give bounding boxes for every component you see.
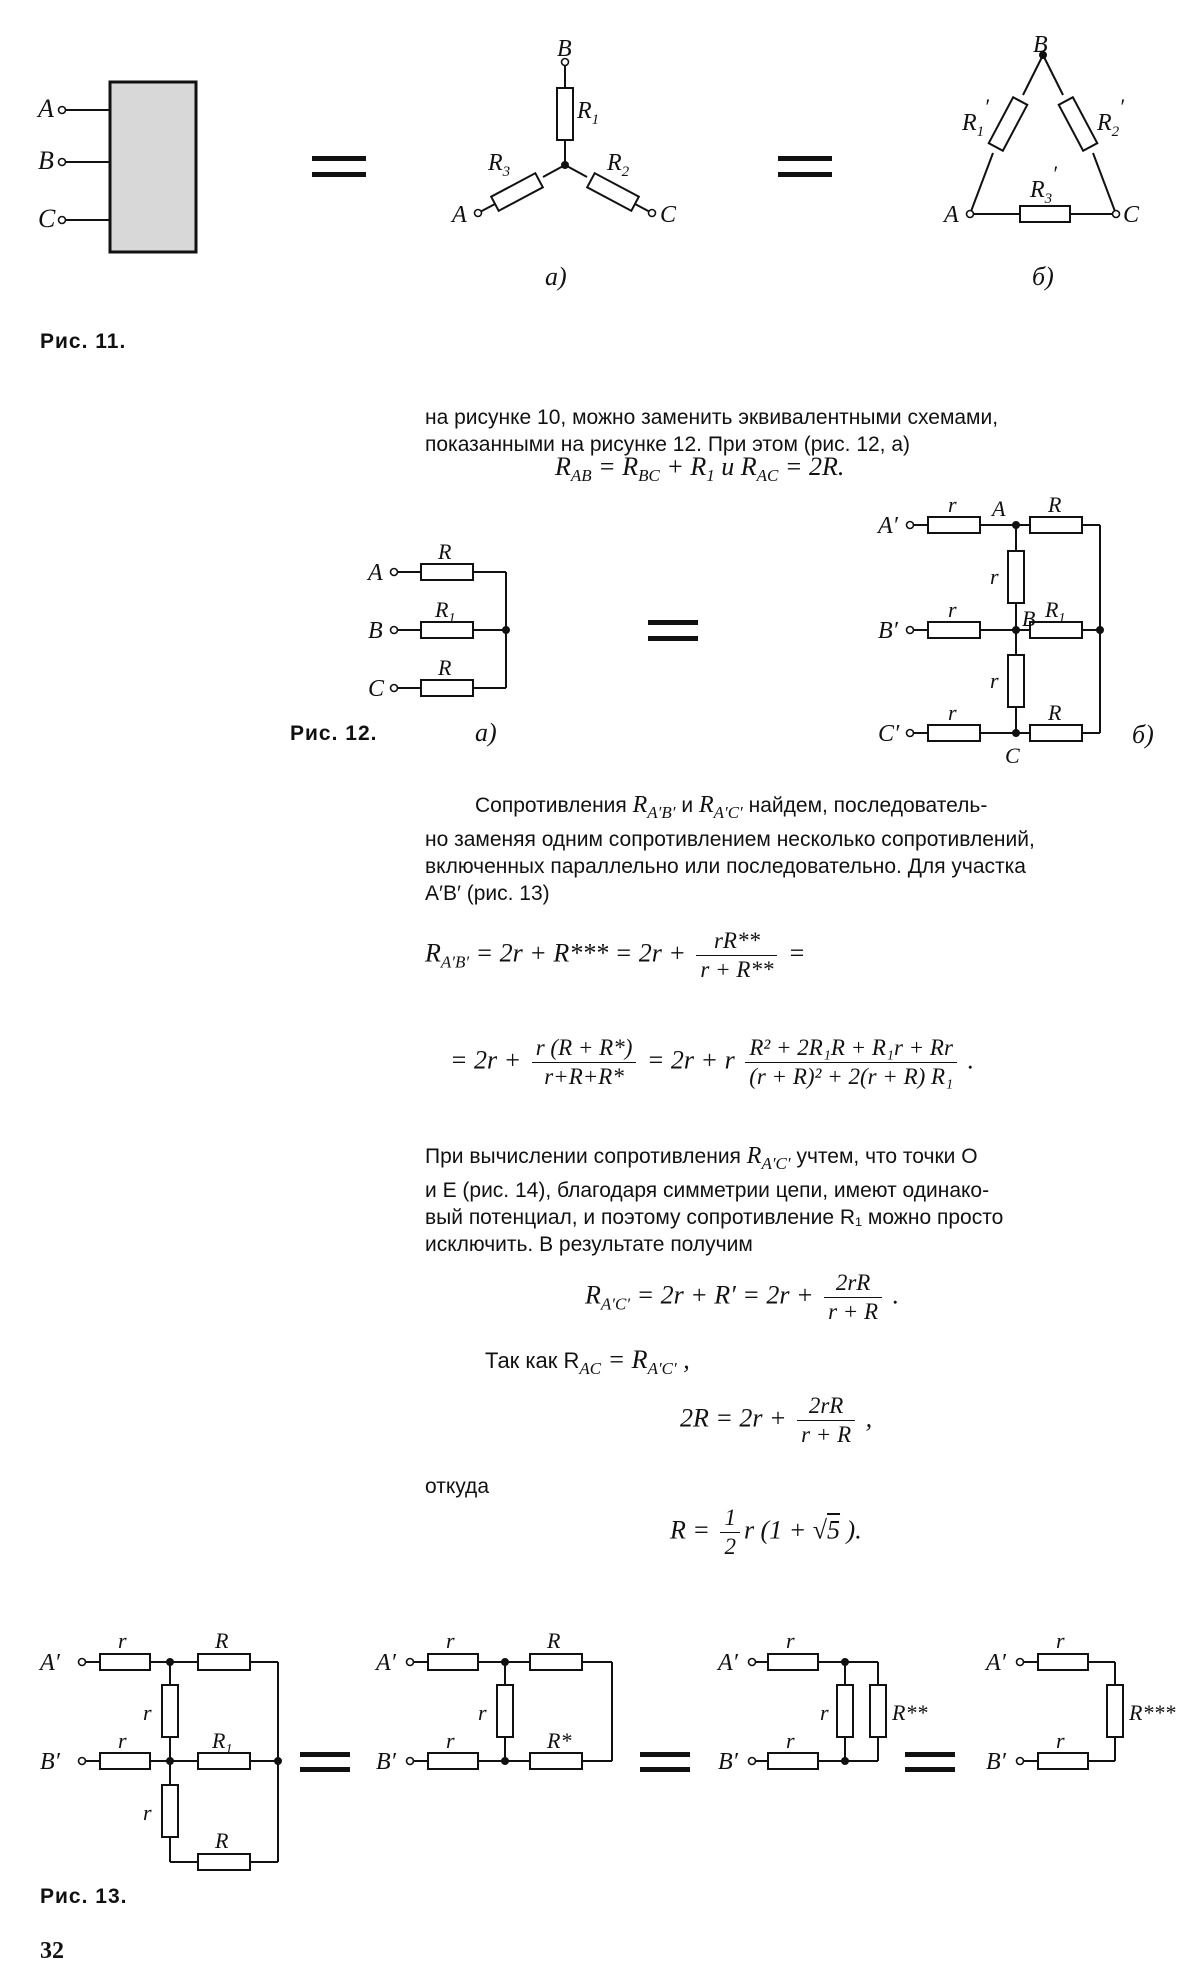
fig13-node-bp: B′: [986, 1749, 1006, 1775]
fig12b-label-r: r: [948, 492, 957, 517]
paragraph-3: При вычислении сопротивления $R_{A'C'}$ учтем, что точки O и E (рис. 14), благодаря симметрии цепи, имеют одинако- вый потенциал, и поэтому сопротивление R₁ можно просто исключить. В результате получим: [425, 1143, 1004, 1256]
fig12a-node-a: A: [368, 560, 383, 586]
equals-sign: [778, 156, 832, 177]
fig13-node-bp: B′: [40, 1749, 60, 1775]
equals-sign: [905, 1752, 955, 1772]
fig13-node-bp: B′: [376, 1749, 396, 1775]
fig12b-circuit: [907, 517, 1104, 741]
fig13-circuit-3: [749, 1654, 887, 1769]
figure-13-caption: Рис. 13.: [40, 1885, 128, 1908]
figure-13-diagram: [0, 1610, 1200, 1880]
fig12a-node-c: C: [368, 676, 385, 702]
equals-sign: [648, 620, 698, 641]
delta-r2-label: $R_2'$: [1097, 94, 1124, 140]
equation-1: $R_{AB} = R_{BC} + R_1$ и $R_{AC} = 2R$.: [555, 452, 845, 485]
fig12-sublabel-b: б): [1132, 720, 1154, 749]
fig12a-label-r-bottom: R: [438, 655, 452, 680]
fig13-label-rstarstar: R**: [892, 1700, 928, 1725]
fig12b-label-r-vertical: r: [990, 564, 999, 589]
star-node-b: B: [557, 36, 572, 62]
figure-11-diagram: [0, 0, 1200, 320]
paragraph-1-line-2: показанными на рисунке 12. При этом (рис. 12, а): [425, 433, 911, 456]
fig13-circuit-4: [1017, 1654, 1124, 1769]
equation-6: 2R = 2r + $\frac{2rR}{r + R}$ ,: [680, 1393, 873, 1447]
fig12b-node-c: C: [1005, 743, 1020, 768]
star-node-a: A: [452, 202, 467, 228]
equation-5: Так как $R_{AC} = R_{A'C'}$ ,: [485, 1345, 690, 1378]
fig12a-label-r1: $R_1$: [435, 597, 456, 626]
equation-7: R = $\frac{1}{2}$ r (1 + √5 ).: [670, 1505, 862, 1559]
fig13-label-rstar: R*: [547, 1728, 572, 1753]
equals-sign: [312, 156, 366, 177]
equation-4: $R_{A'C'} = 2r + R' = 2r$ + $\frac{2rR}{r + R}$ .: [585, 1270, 900, 1324]
equals-sign: [300, 1752, 350, 1772]
delta-node-b: B: [1033, 32, 1048, 58]
star-node-c: C: [660, 202, 677, 228]
equals-sign: [640, 1752, 690, 1772]
fig13-node-ap: A′: [986, 1650, 1006, 1676]
equation-2: $R_{A'B'} = 2r + R*** = 2r$ + $\frac{rR**}{r + R**}$ =: [425, 928, 806, 982]
fig13-label-r1: $R_1$: [212, 1728, 233, 1757]
fig12b-node-ap: A′: [878, 513, 898, 539]
node-label-b: B: [38, 146, 54, 175]
figure-11-caption: Рис. 11.: [40, 330, 127, 353]
fig12b-node-bp: B′: [878, 618, 898, 644]
node-label-a: A: [38, 94, 54, 123]
fig12b-label-r: r: [948, 597, 957, 622]
equation-3: = 2r + $\frac{r (R + R*)}{r+R+R*}$ = 2r + r $\frac{\text{R² + 2R₁R + R₁r + Rr}}{\text{(r + R)² + 2(r + R) R₁}}$ .: [450, 1035, 975, 1089]
paragraph-2: Сопротивления $R_{A'B'}$ и $R_{A'C'}$ найдем, последователь- но заменяя одним сопротивлением несколько сопротивлений, включенных параллельно или последовательно. Для участка A′B′ (рис. 13): [425, 792, 1035, 905]
fig12b-node-cp: C′: [878, 721, 900, 747]
star-r2-label: $R_2$: [607, 150, 630, 180]
fig13-label-r: r: [1056, 1628, 1065, 1653]
fig12a-label-r: R: [438, 539, 452, 564]
delta-node-c: C: [1123, 202, 1140, 228]
black-box-network: [36, 82, 196, 252]
fig12-sublabel-a: a): [475, 718, 497, 747]
fig13-label-r: r: [446, 1628, 455, 1653]
fig12a-node-b: B: [368, 618, 383, 644]
fig13-node-ap: A′: [40, 1650, 60, 1676]
fig12b-label-r: r: [948, 700, 957, 725]
page-number: 32: [40, 1938, 64, 1964]
paragraph-1-line-1: на рисунке 10, можно заменить эквивалентными схемами,: [425, 406, 999, 429]
fig13-label-R: R: [547, 1628, 561, 1653]
fig13-node-ap: A′: [718, 1650, 738, 1676]
figure-12-caption: Рис. 12.: [290, 722, 378, 745]
fig13-label-r: r: [118, 1728, 127, 1753]
fig12b-label-R: R: [1048, 700, 1062, 725]
fig13-label-r-vertical: r: [143, 1700, 152, 1725]
fig11-sublabel-a: a): [545, 262, 567, 291]
delta-r3-label: $R_3'$: [1030, 161, 1057, 207]
fig13-label-r: r: [118, 1628, 127, 1653]
fig13-label-r: r: [446, 1728, 455, 1753]
fig13-label-r-vertical: r: [143, 1800, 152, 1825]
fig13-node-ap: A′: [376, 1650, 396, 1676]
figure-12-diagram: [0, 490, 1200, 790]
fig13-label-R-bottom: R: [215, 1828, 229, 1853]
paragraph-4: откуда: [425, 1475, 489, 1498]
fig13-label-r: r: [1056, 1728, 1065, 1753]
star-network: [475, 59, 656, 217]
paragraph-1: [425, 404, 1163, 458]
node-label-c: C: [38, 204, 56, 233]
delta-r1-label: $R_1'$: [962, 94, 989, 140]
fig13-label-r: r: [786, 1728, 795, 1753]
fig13-label-r: r: [786, 1628, 795, 1653]
fig11-sublabel-b: б): [1032, 262, 1054, 291]
fig13-label-R: R: [215, 1628, 229, 1653]
fig12b-label-R: R: [1048, 492, 1062, 517]
delta-node-a: A: [944, 202, 959, 228]
fig12b-node-b: B: [1022, 606, 1036, 631]
fig13-label-r-vertical: r: [478, 1700, 487, 1725]
fig13-label-rstarstarstar: R***: [1129, 1700, 1176, 1725]
fig13-label-r-vertical: r: [820, 1700, 829, 1725]
fig13-circuit-2: [407, 1654, 613, 1769]
fig13-node-bp: B′: [718, 1749, 738, 1775]
fig12b-label-r-vertical: r: [990, 668, 999, 693]
fig12b-node-a: A: [992, 496, 1006, 521]
star-r3-label: $R_3$: [488, 150, 511, 180]
star-r1-label: $R_1$: [577, 98, 600, 128]
fig13-circuit-1: [79, 1654, 282, 1870]
fig12b-label-r1: $R_1$: [1045, 597, 1066, 626]
